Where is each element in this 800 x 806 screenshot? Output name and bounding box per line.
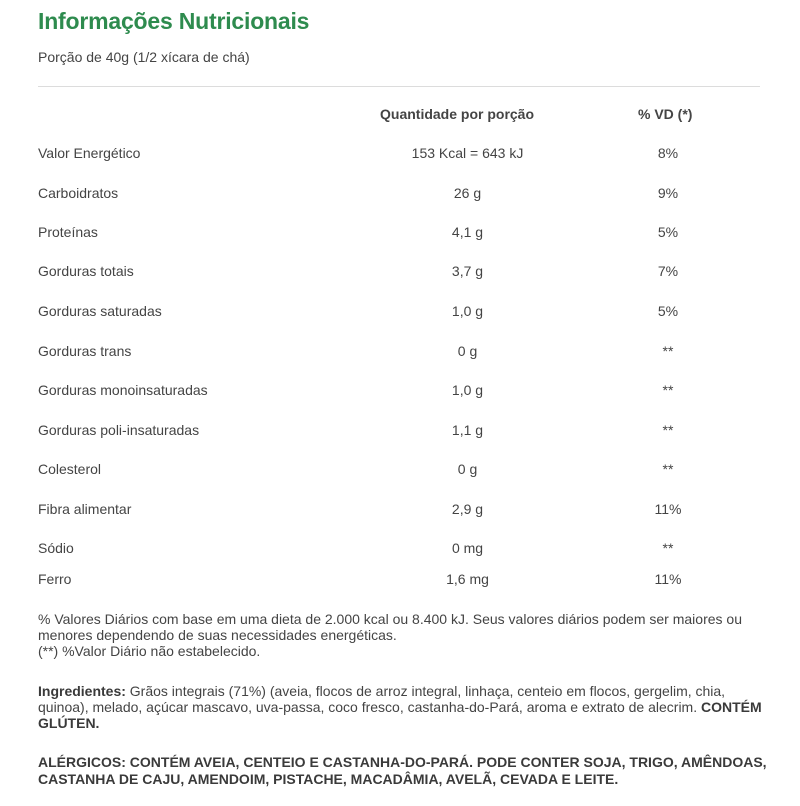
divider [38, 86, 760, 87]
portion-size: Porção de 40g (1/2 xícara de chá) [38, 49, 250, 65]
nutrient-daily-value: ** [662, 461, 674, 477]
table-row [0, 540, 800, 560]
table-row [0, 145, 800, 165]
nutrient-quantity: 153 Kcal = 643 kJ [411, 145, 524, 161]
table-row [0, 422, 800, 442]
daily-value-footnote: % Valores Diários com base em uma dieta de 2.000 kcal ou 8.400 kJ. Seus valores diários podem ser maiores ou menores dependendo de suas necessidades energéticas. [38, 611, 742, 643]
nutrient-name: Proteínas [38, 224, 98, 240]
table-row [0, 185, 800, 205]
nutrient-name: Gorduras monoinsaturadas [38, 382, 208, 398]
nutrient-quantity: 4,1 g [451, 224, 484, 240]
nutrient-quantity: 0 g [457, 343, 478, 359]
nutrient-daily-value: 5% [657, 303, 679, 319]
nutrient-quantity: 0 g [457, 461, 478, 477]
nutrient-name: Carboidratos [38, 185, 119, 201]
nutrient-name: Gorduras saturadas [38, 303, 162, 319]
nutrient-name: Gorduras trans [38, 343, 132, 359]
nutrient-daily-value: 11% [654, 571, 682, 587]
allergens-warning: ALÉRGICOS: CONTÉM AVEIA, CENTEIO E CASTANHA-DO-PARÁ. PODE CONTER SOJA, TRIGO, AMÊNDOAS, CASTANHA DE CAJU, AMENDOIM, PISTACHE, MACADÂMIA, AVELÃ, CEVADA E LEITE. [38, 754, 767, 787]
nutrient-name: Ferro [38, 571, 72, 587]
table-row [0, 224, 800, 244]
ingredients-text: Grãos integrais (71%) (aveia, flocos de arroz integral, linhaça, centeio em flocos, gergelim, chia, quinoa), melado, açúcar mascavo, uva-passa, coco fresco, castanha-do-Pará, aroma e extrato de alecrim. [38, 683, 726, 715]
table-row [0, 343, 800, 363]
page-title: Informações Nutricionais [38, 8, 310, 34]
nutrient-quantity: 1,0 g [451, 382, 484, 398]
table-row [0, 382, 800, 402]
nutrient-name: Fibra alimentar [38, 501, 132, 517]
gluten-warning: CONTÉM GLÚTEN. [38, 699, 762, 731]
nutrient-name: Valor Energético [38, 145, 141, 161]
ingredients-section [38, 683, 768, 731]
nutrient-name: Sódio [38, 540, 74, 556]
nutrient-daily-value: 5% [657, 224, 679, 240]
nutrient-quantity: 0 mg [451, 540, 484, 556]
nutrient-daily-value: 9% [657, 185, 679, 201]
nutrient-quantity: 3,7 g [451, 263, 484, 279]
nutrient-name: Gorduras totais [38, 263, 134, 279]
table-row [0, 501, 800, 521]
nutrient-name: Colesterol [38, 461, 102, 477]
ingredients-label: Ingredientes: [38, 683, 126, 699]
nutrient-quantity: 1,6 mg [446, 571, 489, 587]
column-header-quantity: Quantidade por porção [380, 106, 535, 122]
nutrient-quantity: 1,1 g [451, 422, 484, 438]
nutrient-quantity: 26 g [453, 185, 482, 201]
table-row [0, 461, 800, 481]
nutrient-name: Gorduras poli-insaturadas [38, 422, 200, 438]
nutrient-daily-value: ** [662, 540, 674, 556]
column-header-daily-value: % VD (*) [638, 106, 693, 122]
nutrient-daily-value: 7% [657, 263, 679, 279]
daily-value-notes [38, 611, 768, 659]
table-row [0, 263, 800, 283]
nutrient-daily-value: ** [662, 343, 674, 359]
table-row [0, 571, 800, 591]
table-row [0, 303, 800, 323]
nutrient-daily-value: 11% [654, 501, 682, 517]
nutrient-daily-value: ** [662, 382, 674, 398]
not-established-footnote: (**) %Valor Diário não estabelecido. [38, 643, 261, 659]
nutrient-daily-value: ** [662, 422, 674, 438]
nutrient-quantity: 2,9 g [451, 501, 484, 517]
nutrient-quantity: 1,0 g [451, 303, 484, 319]
nutrient-daily-value: 8% [657, 145, 679, 161]
